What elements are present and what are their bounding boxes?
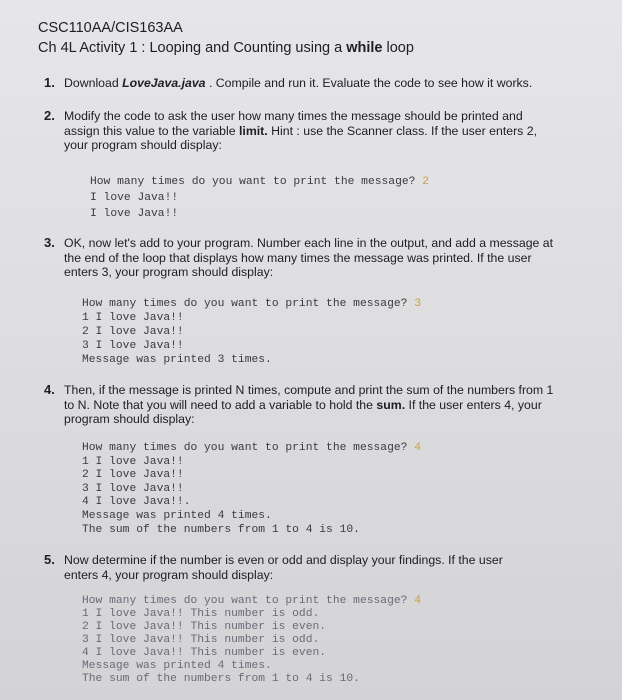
- file-name: LoveJava.java: [122, 76, 206, 90]
- sample-output-5: How many times do you want to print the message? 4 1 I love Java!! This number is odd. 2 I love Java!! This number is even. 3 I love Java!! This number is odd. 4 I love Java!! This number is even. Message was printed 4 times. The sum of the numbers from 1 to 4 is 10.: [82, 595, 421, 685]
- step-1: 1. Download LoveJava.java . Compile and run it. Evaluate the code to see how it works.: [44, 75, 533, 90]
- step-4: 4. Then, if the message is printed N times, compute and print the sum of the numbers from 1 to N. Note that you will need to add a variable to hold the sum. If the user enters 4, your program should display:: [44, 382, 554, 426]
- step-5: 5. Now determine if the number is even or odd and display your findings. If the user enters 4, your program should display:: [44, 552, 503, 582]
- step-2: 2. Modify the code to ask the user how many times the message should be printed and assign this value to the variable limit. Hint : use the Scanner class. If the user enters 2, your program should display:: [44, 108, 538, 152]
- sample-output-2: How many times do you want to print the message? 2 I love Java!! I love Java!!: [90, 176, 429, 220]
- activity-title: Ch 4L Activity 1 : Looping and Counting using a while loop: [38, 40, 414, 56]
- sample-output-3: How many times do you want to print the message? 3 1 I love Java!! 2 I love Java!! 3 I love Java!! Message was printed 3 times.: [82, 298, 421, 366]
- step-3: 3. OK, now let's add to your program. Number each line in the output, and add a message at the end of the loop that displays how many times the message was printed. If the user enters 3, your program should display:: [44, 235, 554, 279]
- sample-output-4: How many times do you want to print the message? 4 1 I love Java!! 2 I love Java!! 3 I love Java!! 4 I love Java!!. Message was printed 4 times. The sum of the numbers from 1 to 4 is 10.: [82, 442, 421, 536]
- course-code: CSC110AA/CIS163AA: [38, 20, 183, 36]
